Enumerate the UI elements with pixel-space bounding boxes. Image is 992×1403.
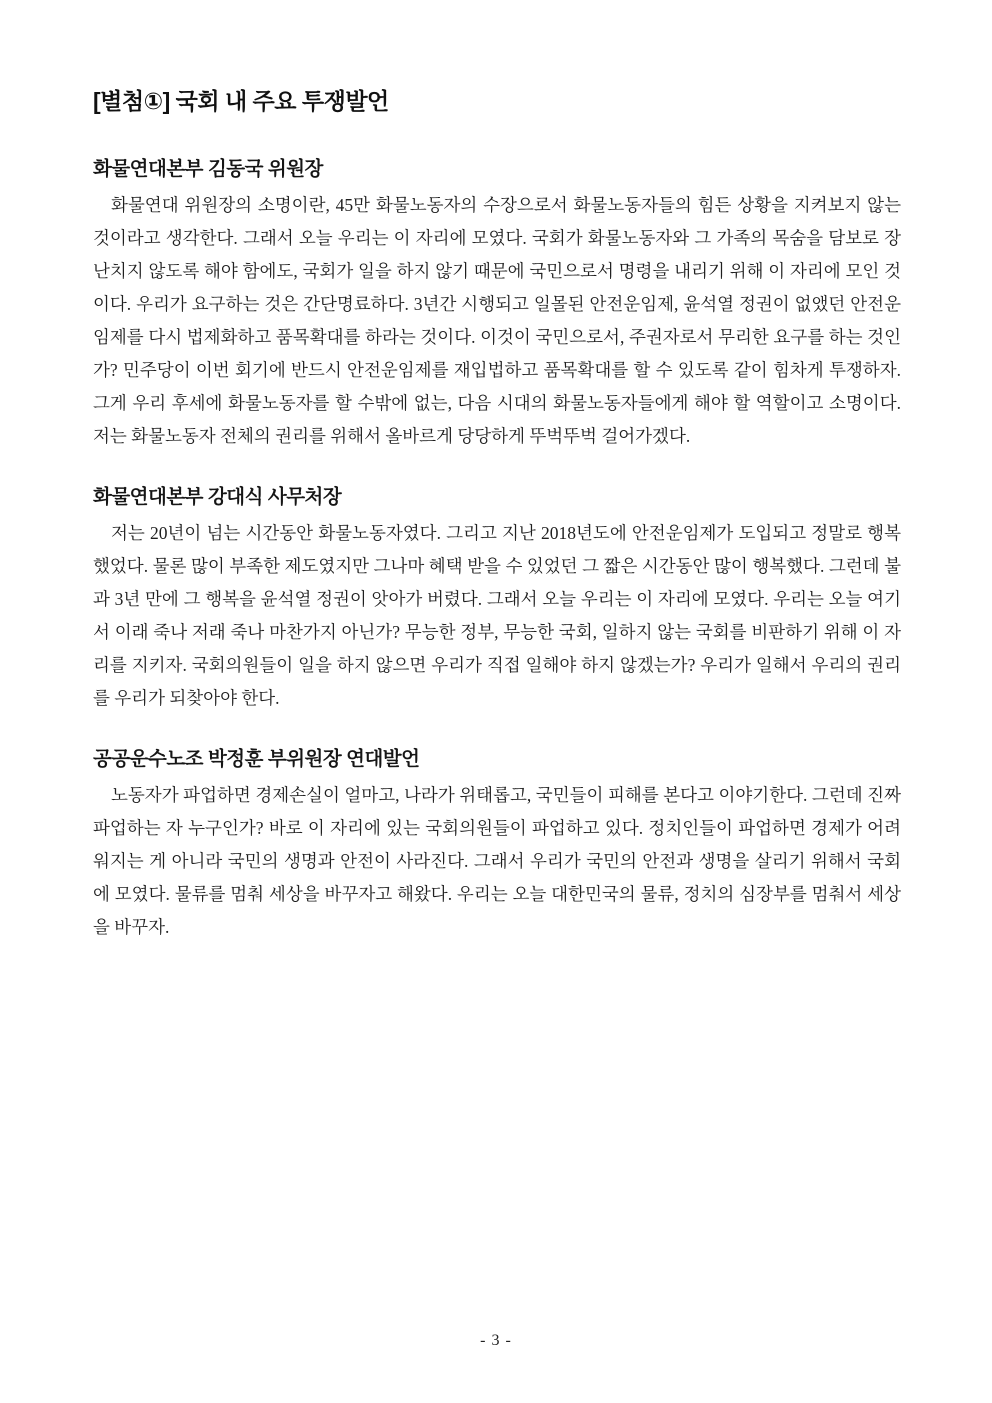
section-park-jeong-hun xyxy=(93,746,901,944)
section-kim-dong-guk xyxy=(93,156,901,453)
section-heading: 화물연대본부 김동국 위원장 xyxy=(93,158,323,180)
section-heading: 화물연대본부 강대식 사무처장 xyxy=(93,486,342,508)
section-body-text: 노동자가 파업하면 경제손실이 얼마고, 나라가 위태롭고, 국민들이 피해를 본다고 이야기한다. 그런데 진짜 파업하는 자 누구인가? 바로 이 자리에 있는 국회의원들이 파업하고 있다. 정치인들이 파업하면 경제가 어려워지는 게 아니라 국민의 생명과 안전이 사라진다. 그래서 우리가 국민의 안전과 생명을 살리기 위해서 국회에 모였다. 물류를 멈춰 세상을 바꾸자고 해왔다. 우리는 오늘 대한민국의 물류, 정치의 심장부를 멈춰서 세상을 바꾸자. xyxy=(93,785,901,937)
page-title: [별첨①] 국회 내 주요 투쟁발언 xyxy=(93,88,389,114)
document-content xyxy=(93,86,901,944)
section-kang-dae-sik xyxy=(93,484,901,715)
page-number: - 3 - xyxy=(480,1332,512,1349)
section-body-text: 화물연대 위원장의 소명이란, 45만 화물노동자의 수장으로서 화물노동자들의 힘든 상황을 지켜보지 않는 것이라고 생각한다. 그래서 오늘 우리는 이 자리에 모였다. 국회가 화물노동자와 그 가족의 목숨을 담보로 장난치지 않도록 해야 함에도, 국회가 일을 하지 않기 때문에 국민으로서 명령을 내리기 위해 이 자리에 모인 것이다. 우리가 요구하는 것은 간단명료하다. 3년간 시행되고 일몰된 안전운임제, 윤석열 정권이 없앴던 안전운임제를 다시 법제화하고 품목확대를 하라는 것이다. 이것이 국민으로서, 주권자로서 무리한 요구를 하는 것인가? 민주당이 이번 회기에 반드시 안전운임제를 재입법하고 품목확대를 할 수 있도록 같이 힘차게 투쟁하자. 그게 우리 후세에 화물노동자를 할 수밖에 없는, 다음 시대의 화물노동자들에게 해야 할 역할이고 소명이다. 저는 화물노동자 전체의 권리를 위해서 올바르게 당당하게 뚜벅뚜벅 걸어가겠다. xyxy=(93,195,901,446)
section-heading: 공공운수노조 박정훈 부위원장 연대발언 xyxy=(93,748,420,770)
section-body-text: 저는 20년이 넘는 시간동안 화물노동자였다. 그리고 지난 2018년도에 안전운임제가 도입되고 정말로 행복했었다. 물론 많이 부족한 제도였지만 그나마 혜택 받을 수 있었던 그 짧은 시간동안 많이 행복했다. 그런데 불과 3년 만에 그 행복을 윤석열 정권이 앗아가 버렸다. 그래서 오늘 우리는 이 자리에 모였다. 우리는 오늘 여기서 이래 죽나 저래 죽나 마찬가지 아닌가? 무능한 정부, 무능한 국회, 일하지 않는 국회를 비판하기 위해 이 자리를 지키자. 국회의원들이 일을 하지 않으면 우리가 직접 일해야 하지 않겠는가? 우리가 일해서 우리의 권리를 우리가 되찾아야 한다. xyxy=(93,523,901,708)
